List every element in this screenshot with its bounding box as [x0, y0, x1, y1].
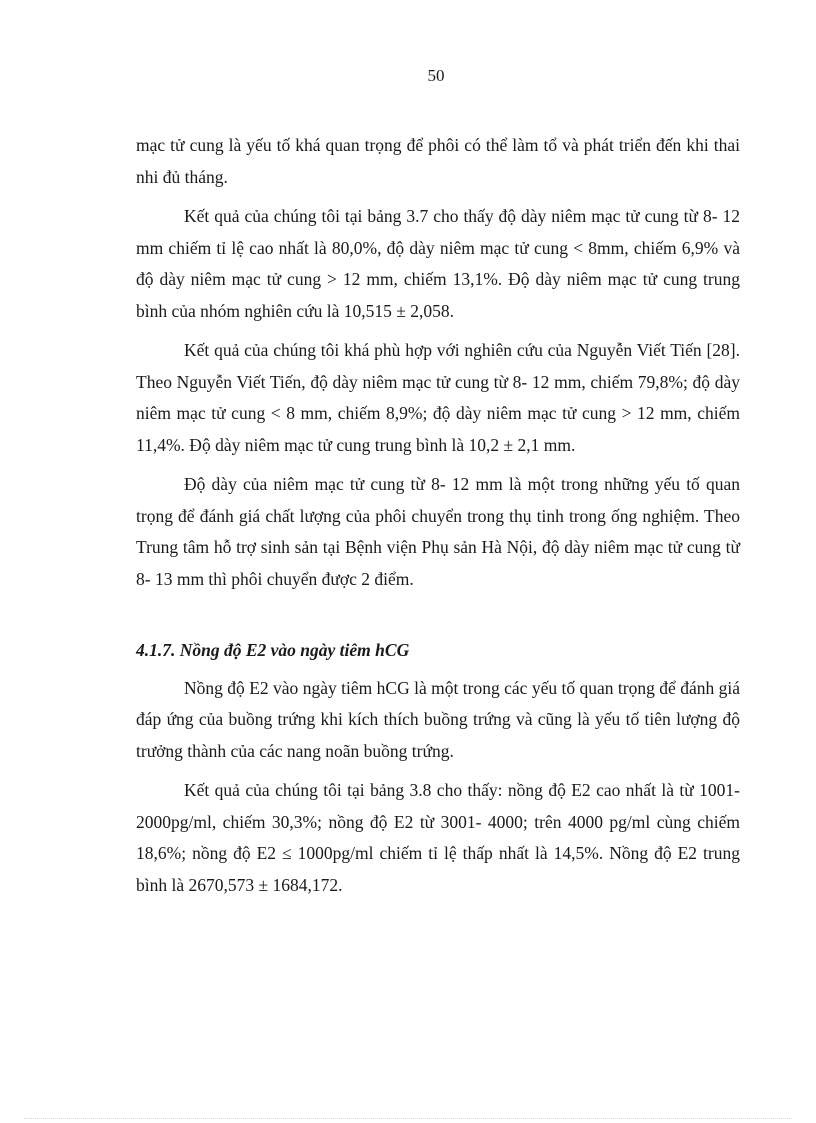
section-heading: 4.1.7. Nồng độ E2 vào ngày tiêm hCG — [136, 640, 410, 660]
paragraph-table-3-7-results: Kết quả của chúng tôi tại bảng 3.7 cho thấy độ dày niêm mạc tử cung từ 8- 12 mm chiếm tỉ lệ cao nhất là 80,0%, độ dày niêm mạc tử cung < 8mm, chiếm 6,9% và độ dày niêm mạc tử cung > 12 mm, chiếm 13,1%. Độ dày niêm mạc tử cung trung bình của nhóm nghiên cứu là 10,515 ± 2,058. — [136, 206, 740, 321]
page-number: 50 — [427, 66, 445, 85]
paragraph-embryo-quality: Độ dày của niêm mạc tử cung từ 8- 12 mm là một trong những yếu tố quan trọng để đánh giá chất lượng của phôi chuyển trong thụ tinh trong ống nghiệm. Theo Trung tâm hỗ trợ sinh sản tại Bệnh viện Phụ sản Hà Nội, độ dày niêm mạc tử cung từ 8- 13 mm thì phôi chuyển được 2 điểm. — [136, 474, 740, 589]
paragraph-table-3-8-results: Kết quả của chúng tôi tại bảng 3.8 cho thấy: nồng độ E2 cao nhất là từ 1001- 2000pg/ml, chiếm 30,3%; nồng độ E2 từ 3001- 4000; trên 4000 pg/ml cùng chiếm 18,6%; nồng độ E2 ≤ 1000pg/ml chiếm tỉ lệ thấp nhất là 14,5%. Nồng độ E2 trung bình là 2670,573 ± 1684,172. — [136, 780, 740, 895]
paragraph-e2-intro: Nồng độ E2 vào ngày tiêm hCG là một trong các yếu tố quan trọng để đánh giá đáp ứng của buồng trứng khi kích thích buồng trứng và cũng là yếu tố tiên lượng độ trưởng thành của các nang noãn buồng trứng. — [136, 677, 740, 761]
paragraph-comparison-study: Kết quả của chúng tôi khá phù hợp với nghiên cứu của Nguyễn Viết Tiến [28]. Theo Nguyễn Viết Tiến, độ dày niêm mạc tử cung từ 8- 12 mm, chiếm 79,8%; độ dày niêm mạc tử cung < 8 mm, chiếm 8,9%; độ dày niêm mạc tử cung > 12 mm, chiếm 11,4%. Độ dày niêm mạc tử cung trung bình là 10,2 ± 2,1 mm. — [136, 340, 740, 455]
paragraph-endometrium-intro: mạc tử cung là yếu tố khá quan trọng để phôi có thể làm tổ và phát triển đến khi thai nhi đủ tháng. — [136, 135, 740, 187]
document-body — [136, 130, 740, 901]
page-bottom-divider — [24, 1118, 792, 1119]
